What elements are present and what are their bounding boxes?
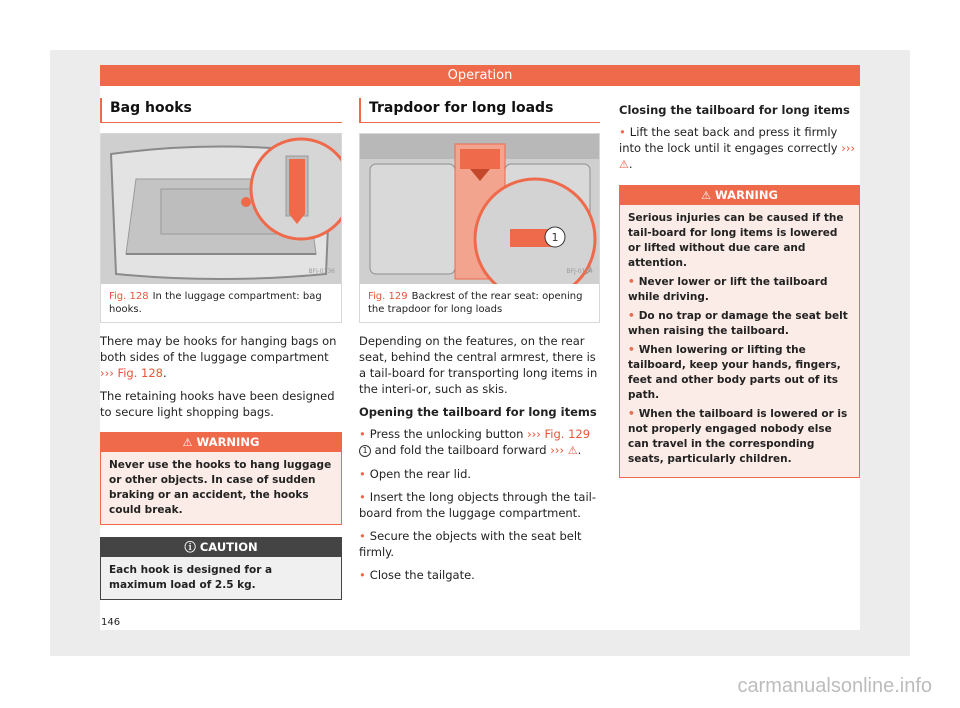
warning-bar: ⚠ WARNING bbox=[100, 432, 342, 452]
luggage-compartment-illustration bbox=[101, 134, 341, 284]
caution-notice bbox=[100, 537, 342, 600]
bullet-dot: • bbox=[628, 310, 635, 322]
bullet-dot: • bbox=[359, 427, 366, 441]
paragraph: The retaining hooks have been designed to secure light shopping bags. bbox=[100, 389, 335, 419]
warning-item: • When lowering or lifting the tailboard, keep your hands, fingers, feet and other body parts out of its path. bbox=[628, 344, 841, 401]
figure-caption bbox=[101, 284, 341, 322]
subheading-closing: Closing the tailboard for long items bbox=[619, 103, 850, 117]
warning-notice bbox=[100, 432, 342, 525]
warning-text bbox=[619, 205, 860, 478]
rear-seat-illustration bbox=[360, 134, 599, 284]
arrow-ref: ››› bbox=[841, 141, 856, 155]
list-item: • Insert the long objects through the tail-board from the luggage compartment. bbox=[359, 490, 596, 520]
column-trapdoor bbox=[359, 98, 600, 590]
luggage-compartment-image bbox=[101, 134, 341, 284]
caption-text: Backrest of the rear seat: opening the trapdoor for long loads bbox=[368, 291, 583, 315]
figure-link[interactable]: Fig. 128 bbox=[117, 366, 163, 380]
paragraph: Depending on the features, on the rear seat, behind the central armrest, there is a tail-board for transporting long items in the interi-or, such as skis. bbox=[359, 334, 598, 396]
figure-code: BFJ-0136 bbox=[308, 268, 335, 275]
callout-number: 1 bbox=[359, 445, 371, 457]
figure-label: Fig. 128 bbox=[109, 291, 149, 302]
figure-code: BFJ-0104 bbox=[566, 268, 593, 275]
watermark: carmanualsonline.info bbox=[737, 675, 932, 697]
arrow-ref: ››› bbox=[550, 443, 565, 457]
section-heading: Trapdoor for long loads bbox=[359, 98, 600, 123]
warning-item: • Never lower or lift the tailboard while driving. bbox=[628, 276, 828, 303]
rear-seat-image bbox=[360, 134, 599, 284]
warning-item: • When the tailboard is lowered or is not properly engaged nobody else can travel in the corresponding seats, particularly children. bbox=[628, 408, 848, 465]
warning-triangle-icon: ⚠ bbox=[182, 436, 193, 449]
warning-triangle-icon: ⚠ bbox=[701, 189, 711, 202]
arrow-ref: ››› bbox=[527, 427, 541, 441]
bullet-dot: • bbox=[359, 490, 366, 504]
caption-text: In the luggage compartment: bag hooks. bbox=[109, 291, 322, 315]
column-closing bbox=[619, 98, 860, 478]
paragraph: There may be hooks for hanging bags on both sides of the luggage compartment ››› Fig. 128. bbox=[100, 334, 337, 380]
bullet-dot: • bbox=[628, 276, 635, 288]
list-item: • Close the tailgate. bbox=[359, 568, 475, 582]
list-item: • Open the rear lid. bbox=[359, 467, 472, 481]
warning-notice bbox=[619, 185, 860, 478]
list-item: • Lift the seat back and press it firmly into the lock until it engages correctly ››› ⚠. bbox=[619, 125, 856, 171]
list-item: • Press the unlocking button ››› Fig. 129 1 and fold the tailboard forward ››› ⚠. bbox=[359, 427, 591, 457]
figure-caption bbox=[360, 284, 599, 322]
caution-text: Each hook is designed for a maximum load of 2.5 kg. bbox=[100, 557, 342, 600]
figure-128 bbox=[100, 133, 342, 323]
figure-link[interactable]: Fig. 129 bbox=[544, 427, 591, 441]
figure-129 bbox=[359, 133, 600, 323]
warning-item: • Do no trap or damage the seat belt when raising the tailboard. bbox=[628, 310, 848, 337]
section-heading: Bag hooks bbox=[100, 98, 342, 123]
page-number: 146 bbox=[101, 617, 121, 628]
bullet-dot: • bbox=[628, 408, 635, 420]
bullet-dot: • bbox=[359, 467, 366, 481]
bullet-dot: • bbox=[359, 529, 366, 543]
chapter-header: Operation bbox=[100, 65, 860, 86]
subheading-opening: Opening the tailboard for long items bbox=[359, 405, 597, 419]
warning-triangle-icon[interactable]: ⚠ bbox=[567, 444, 578, 457]
warning-triangle-icon[interactable]: ⚠ bbox=[619, 158, 629, 171]
warning-text: Never use the hooks to hang luggage or other objects. In case of sudden braking or an accident, the hooks could break. bbox=[100, 452, 342, 525]
column-bag-hooks bbox=[100, 98, 342, 600]
warning-bar: ⚠ WARNING bbox=[619, 185, 860, 205]
callout-number: 1 bbox=[551, 231, 559, 244]
arrow-ref: ››› bbox=[100, 366, 114, 380]
bullet-dot: • bbox=[359, 568, 366, 582]
figure-label: Fig. 129 bbox=[368, 291, 408, 302]
list-item: • Secure the objects with the seat belt firmly. bbox=[359, 529, 582, 559]
info-circle-icon: ⓘ bbox=[184, 540, 196, 554]
bullet-dot: • bbox=[628, 344, 635, 356]
bullet-dot: • bbox=[619, 125, 626, 139]
caution-bar: ⓘ CAUTION bbox=[100, 537, 342, 557]
warning-intro: Serious injuries can be caused if the tail-board for long items is lowered or lifted without due care and attention. bbox=[628, 212, 844, 269]
